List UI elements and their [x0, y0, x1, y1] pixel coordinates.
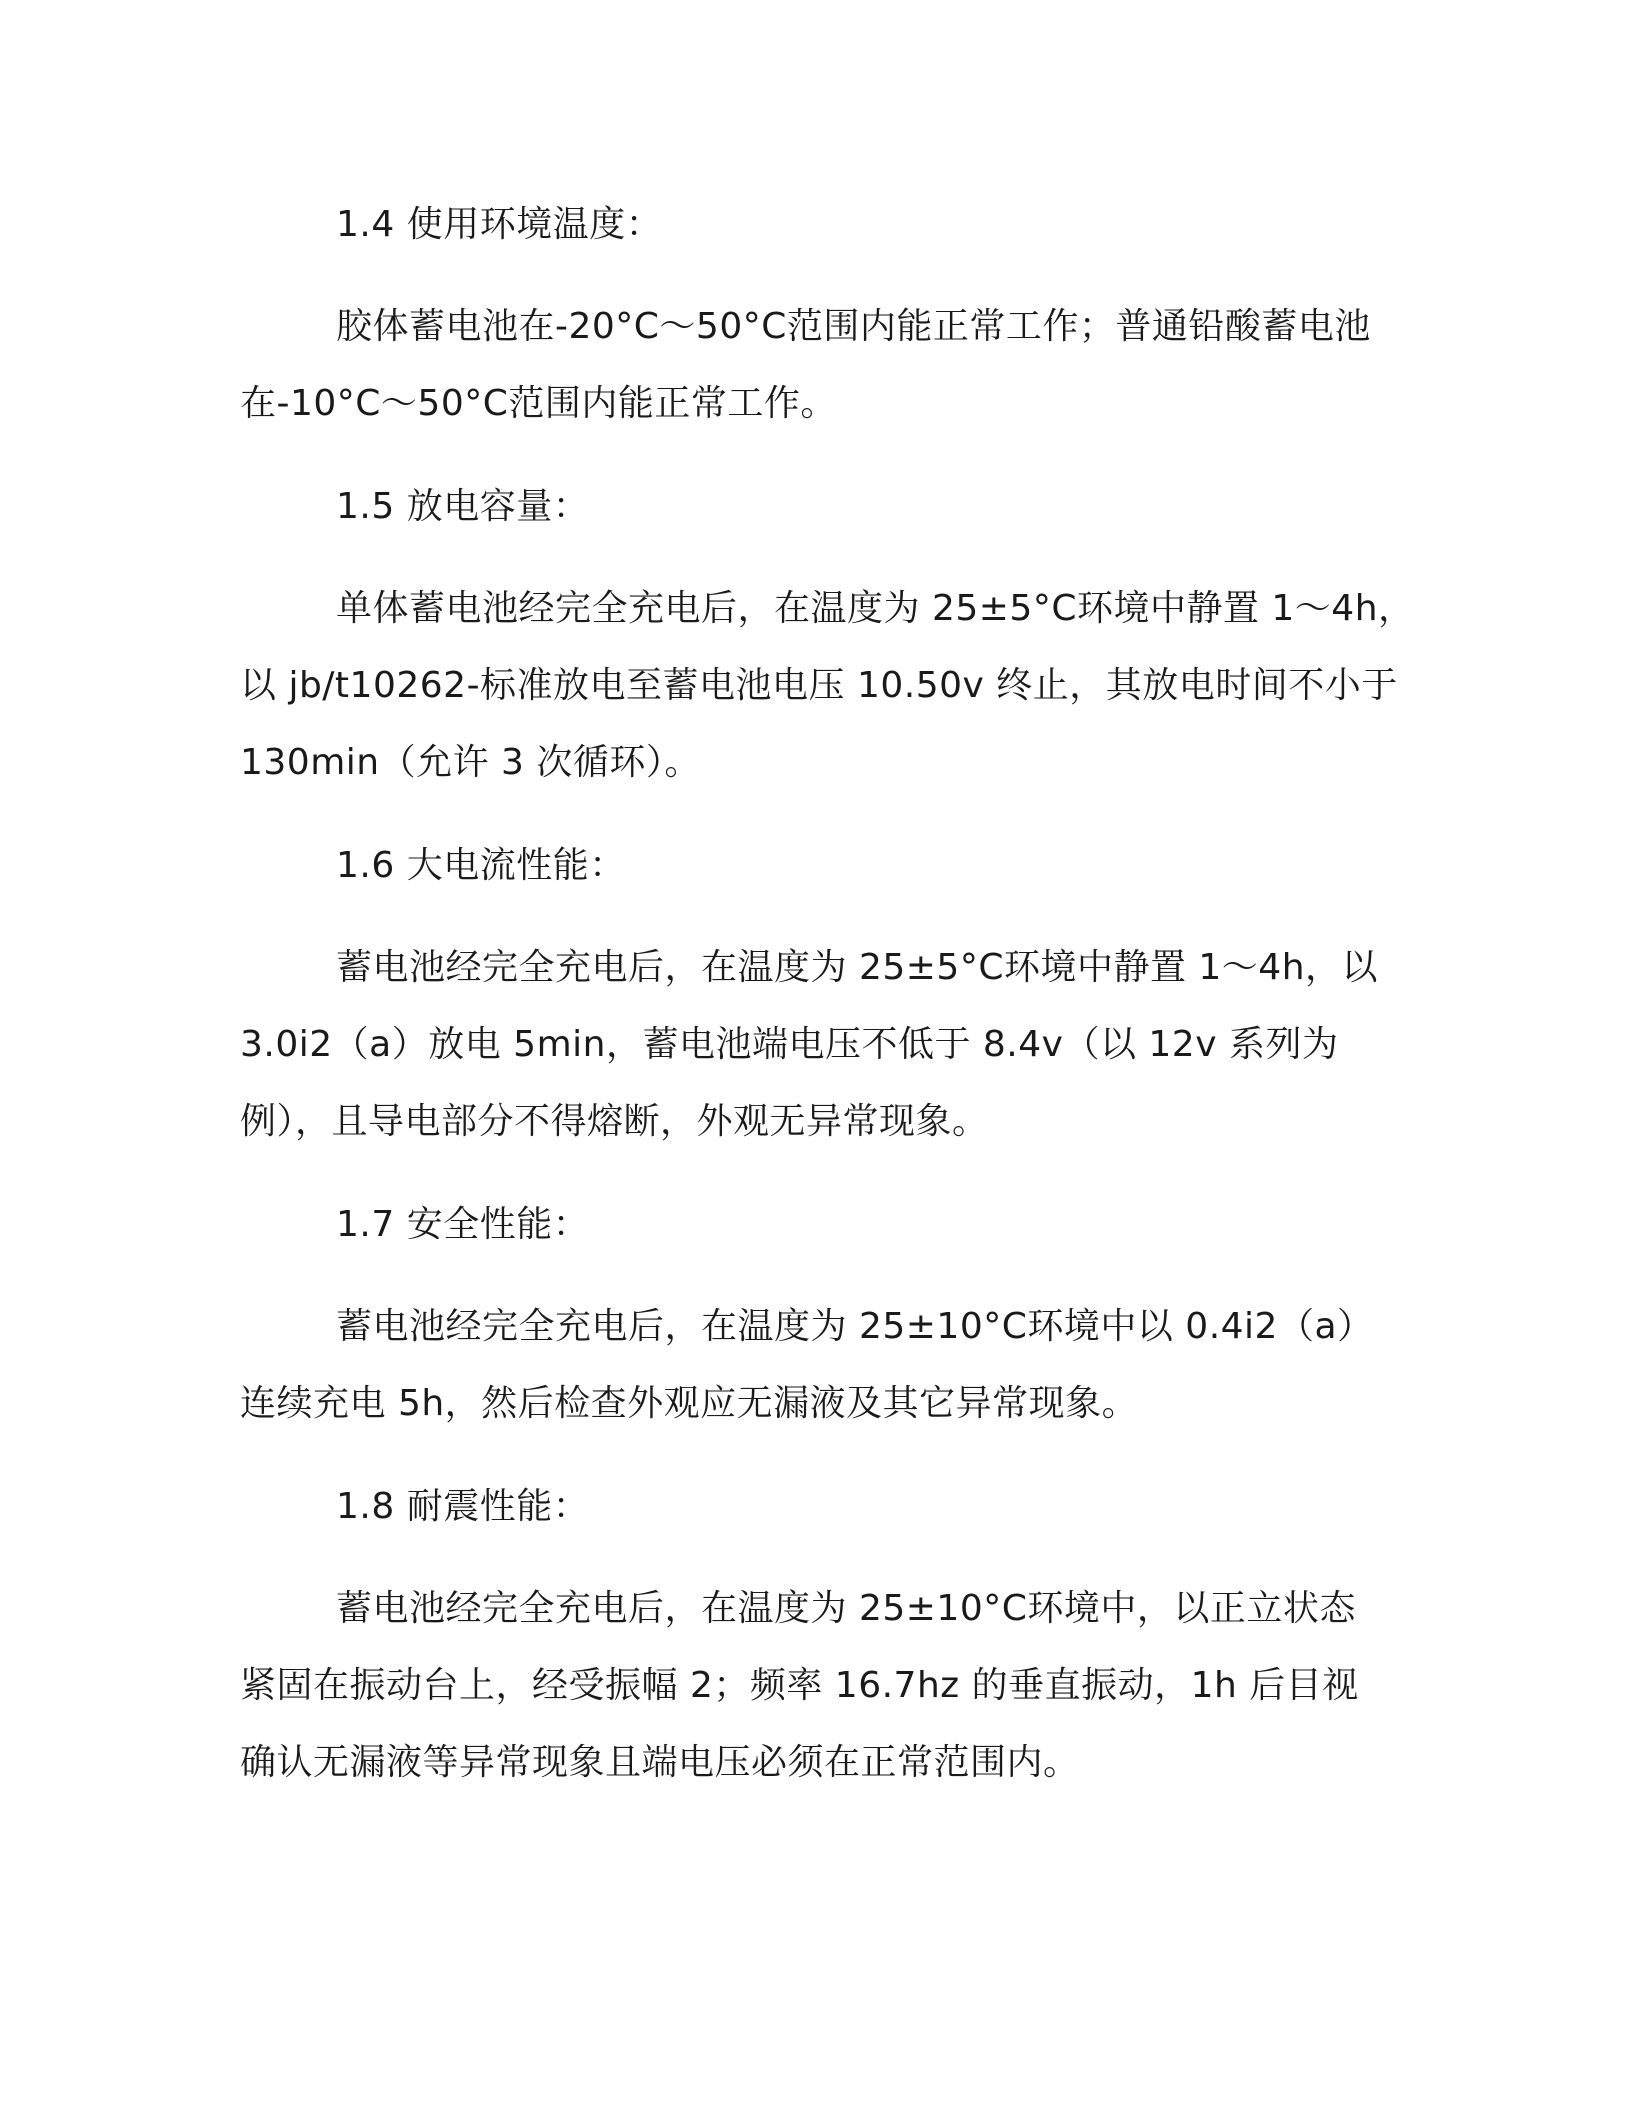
- section-body-1-5: [240, 570, 1415, 801]
- paragraph-line: 紧固在振动台上，经受振幅 2；频率 16.7hz 的垂直振动，1h 后目视: [240, 1665, 1359, 1706]
- document-content: [240, 186, 1415, 1827]
- paragraph-line: 蓄电池经完全充电后，在温度为 25±10°C环境中，以正立状态: [336, 1588, 1356, 1629]
- section-heading-1-8: 1.8 耐震性能：: [336, 1486, 590, 1527]
- section-heading-1-7: 1.7 安全性能：: [336, 1204, 590, 1245]
- section-heading-1-4: 1.4 使用环境温度：: [336, 204, 663, 245]
- section-heading-1-5: 1.5 放电容量：: [336, 486, 590, 527]
- section-body-1-4: [240, 288, 1390, 442]
- section-body-1-6: [240, 929, 1390, 1160]
- paragraph-line: 单体蓄电池经完全充电后，在温度为 25±5°C环境中静置 1～4h，: [336, 588, 1415, 629]
- paragraph-line: 3.0i2（a）放电 5min，蓄电池端电压不低于 8.4v（以 12v 系列为: [240, 1024, 1339, 1065]
- section-body-1-8: [240, 1570, 1390, 1801]
- section-heading-1-6: 1.6 大电流性能：: [336, 845, 626, 886]
- paragraph-line: 例），且导电部分不得熔断，外观无异常现象。: [240, 1101, 989, 1142]
- paragraph-line: 130min（允许 3 次循环）。: [240, 742, 701, 783]
- section-body-1-7: [240, 1288, 1390, 1442]
- paragraph-line: 胶体蓄电池在-20°C～50°C范围内能正常工作；普通铅酸蓄电池: [336, 306, 1371, 347]
- paragraph-line: 蓄电池经完全充电后，在温度为 25±5°C环境中静置 1～4h，以: [336, 947, 1379, 988]
- paragraph-line: 连续充电 5h，然后检查外观应无漏液及其它异常现象。: [240, 1383, 1139, 1424]
- paragraph-line: 以 jb/t10262-标准放电至蓄电池电压 10.50v 终止，其放电时间不小于: [240, 665, 1398, 706]
- paragraph-line: 确认无漏液等异常现象且端电压必须在正常范围内。: [240, 1742, 1080, 1783]
- paragraph-line: 在-10°C～50°C范围内能正常工作。: [240, 383, 837, 424]
- paragraph-line: 蓄电池经完全充电后，在温度为 25±10°C环境中以 0.4i2（a）: [336, 1306, 1374, 1347]
